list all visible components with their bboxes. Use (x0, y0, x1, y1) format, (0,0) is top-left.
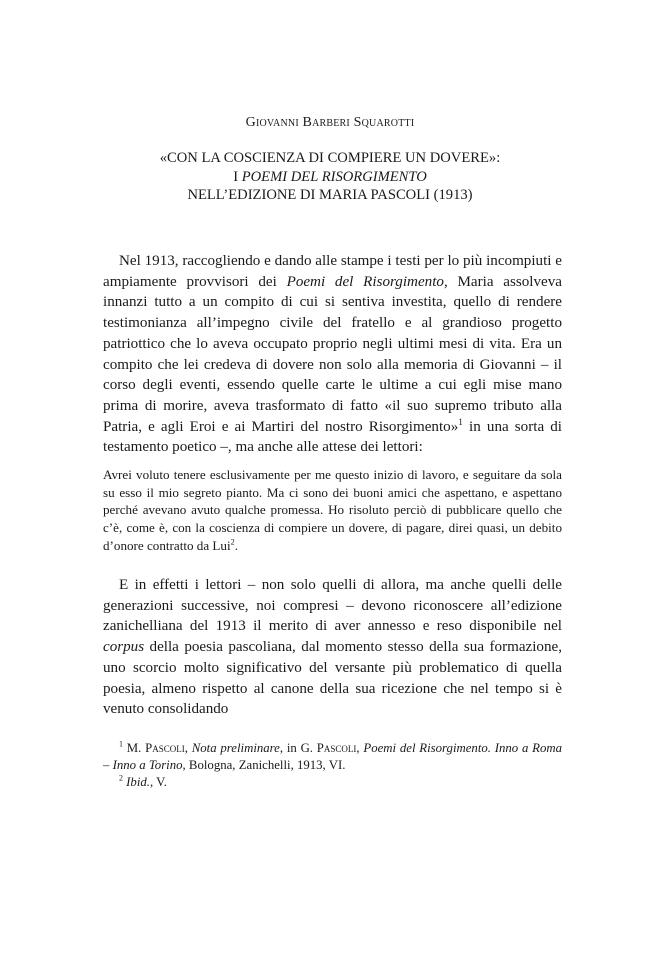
p2-text-b: della poesia pascoliana, dal momento stesso della sua formazione, uno scorcio molto significativo del versante più problematico di quella poesia, almeno rispetto al canone della sua ricezione che nel tempo si è venuto consolidando (103, 639, 562, 718)
footnote-1-number: 1 (119, 739, 123, 749)
footnote-1-author-2: Pascoli (316, 741, 357, 755)
footnote-1-author-1: Pascoli (145, 741, 185, 755)
author-name: Giovanni Barberi Squarotti (245, 115, 415, 130)
footnote-2-text-b: , V. (150, 775, 167, 789)
title-line-3: NELL’EDIZIONE DI MARIA PASCOLI (1913) (187, 187, 473, 203)
p1-text-b: , Maria assolveva innanzi tutto a un compito di cui si sentiva investita, quello di rendere testimonianza all’impegno civile del fratello e al grandioso progetto patriottico che lo aveva occupato proprio negli ultimi mesi di vita. Era un compito che lei credeva di dovere non solo alla memoria di Giovanni – il corso degli eventi, essendo quelle carte le ultime a cui egli mise mano prima di morire, aveva trasformato di fatto «il suo supremo tributo alla Patria, e agli Eroi e ai Martiri del nostro Risorgimento» (103, 273, 562, 435)
p1-text-a: Nel 1913, raccogliendo e dando alle stampe i testi per lo più incompiuti e ampiamente provvisori dei (103, 253, 562, 290)
footnote-1-title-2: Poemi del Risorgimento. Inno a Roma – Inno a Torino (103, 741, 563, 772)
footnote-1-text-c: , in G. (279, 741, 317, 755)
footnote-1-text-a: M. (122, 741, 146, 755)
title-line-2 (95, 168, 565, 187)
body-paragraph-1 (103, 251, 562, 458)
p2-italic-corpus: corpus (103, 639, 145, 656)
footnote-1 (103, 740, 562, 774)
footnote-1-text-b: , (184, 741, 192, 755)
block-quote (103, 466, 562, 555)
title-line-2-italic: POEMI DEL RISORGIMENTO (241, 168, 427, 185)
footnote-2-ibid: Ibid. (126, 775, 150, 789)
footnote-2-number: 2 (119, 773, 123, 783)
footnote-ref-2[interactable]: 2 (230, 537, 235, 547)
article-title (95, 149, 565, 205)
quote-text-a: Avrei voluto tenere esclusivamente per me questo inizio di lavoro, e seguitare da sola su esso il mio segreto pianto. Ma ci sono dei buoni amici che aspettano, e aspettano perché avevano avuto qualche promessa. Ho risoluto perciò di pubblicare quello che c’è, come è, con la coscienza di compiere un dovere, di pagare, direi quasi, un debito d’onore contratto da Lui (103, 467, 562, 553)
title-line-1: «CON LA COSCIENZA DI COMPIERE UN DOVERE»: (159, 150, 501, 166)
footnote-2 (103, 774, 562, 791)
footnote-1-text-d: , (356, 741, 364, 755)
footnote-1-title-1: Nota preliminare (191, 741, 280, 755)
title-line-2-prefix: I (233, 168, 242, 185)
p1-italic-title: Poemi del Risorgimento (286, 273, 444, 290)
footnotes (103, 740, 562, 791)
quote-text (103, 466, 562, 555)
quote-text-b: . (234, 537, 238, 553)
p1-text-c: in una sorta di testamento poetico –, ma anche alle attese dei lettori: (103, 418, 562, 456)
footnote-ref-1[interactable]: 1 (458, 417, 463, 428)
article-header (95, 114, 565, 205)
footnote-1-text-e: , Bologna, Zanichelli, 1913, VI. (182, 758, 346, 772)
body-paragraph-2 (103, 575, 562, 720)
p2-text-a: E in effetti i lettori – non solo quelli di allora, ma anche quelli delle generazioni successive, noi compresi – devono riconoscere all’edizione zanichelliana del 1913 il merito di aver annesso e reso disponibile nel (103, 577, 562, 635)
